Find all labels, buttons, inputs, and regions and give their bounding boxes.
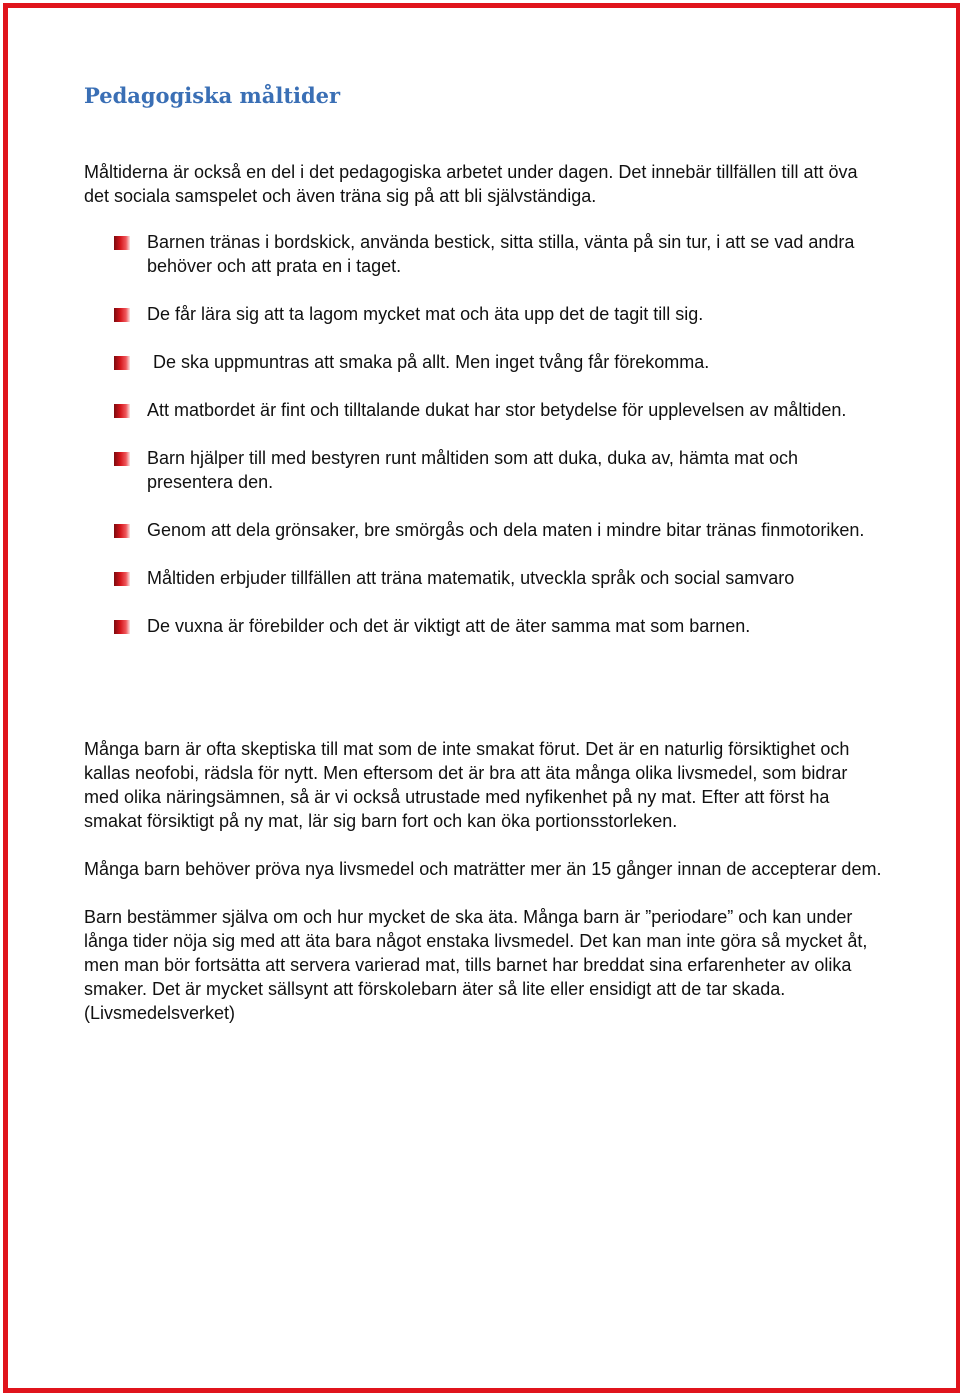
body-paragraph: Många barn är ofta skeptiska till mat som de inte smakat förut. Det är en naturlig försiktighet och kallas neofobi, rädsla för nytt. Men eftersom det är bra att äta många olika livsmedel, som bidrar med olika näringsämnen, så är vi också utrustade med nyfikenhet på ny mat. Efter att först ha smakat försiktigt på ny mat, lär sig barn fort och kan öka portionsstorleken. [84, 739, 850, 831]
list-item-text: Barnen tränas i bordskick, använda bestick, sitta stilla, vänta på sin tur, i att se vad andra behöver och att prata en i taget. [147, 232, 855, 276]
bullet-list [84, 230, 884, 638]
list-item-text: Måltiden erbjuder tillfällen att träna matematik, utveckla språk och social samvaro [147, 568, 795, 588]
red-square-bullet-icon [114, 620, 130, 634]
body-paragraphs [84, 737, 884, 1049]
red-square-bullet-icon [114, 236, 130, 250]
list-item-text: Barn hjälper till med bestyren runt måltiden som att duka, duka av, hämta mat och presentera den. [147, 448, 798, 492]
list-item-text: De vuxna är förebilder och det är viktigt att de äter samma mat som barnen. [147, 616, 751, 636]
body-paragraph: Många barn behöver pröva nya livsmedel och maträtter mer än 15 gånger innan de accepterar dem. [84, 859, 882, 879]
page-title: Pedagogiska måltider [84, 83, 341, 108]
list-item-text: De ska uppmuntras att smaka på allt. Men inget tvång får förekomma. [153, 352, 710, 372]
list-item [84, 518, 884, 542]
red-square-bullet-icon [114, 356, 130, 370]
list-item-text: Att matbordet är fint och tilltalande dukat har stor betydelse för upplevelsen av måltiden. [147, 400, 847, 420]
list-item [84, 302, 884, 326]
red-square-bullet-icon [114, 524, 130, 538]
body-paragraph: Barn bestämmer själva om och hur mycket de ska äta. Många barn är ”periodare” och kan under långa tider nöja sig med att äta bara något enstaka livsmedel. Det kan man inte göra så mycket åt, men man bör fortsätta att servera varierad mat, tills barnet har breddat sina erfarenheter av olika smaker. Det är mycket sällsynt att förskolebarn äter så lite eller ensidigt att de tar skada. (Livsmedelsverket) [84, 907, 868, 1023]
list-item [84, 446, 884, 494]
list-item [84, 566, 884, 590]
red-square-bullet-icon [114, 308, 130, 322]
list-item [84, 230, 884, 278]
red-square-bullet-icon [114, 572, 130, 586]
intro-paragraph: Måltiderna är också en del i det pedagogiska arbetet under dagen. Det innebär tillfällen till att öva det sociala samspelet och även träna sig på att bli självständiga. [84, 162, 858, 206]
list-item [84, 398, 884, 422]
list-item-text: Genom att dela grönsaker, bre smörgås och dela maten i mindre bitar tränas finmotoriken. [147, 520, 865, 540]
list-item [84, 614, 884, 638]
page-border [3, 3, 960, 1393]
list-item [84, 350, 884, 374]
list-item-text: De får lära sig att ta lagom mycket mat och äta upp det de tagit till sig. [147, 304, 704, 324]
red-square-bullet-icon [114, 404, 130, 418]
red-square-bullet-icon [114, 452, 130, 466]
